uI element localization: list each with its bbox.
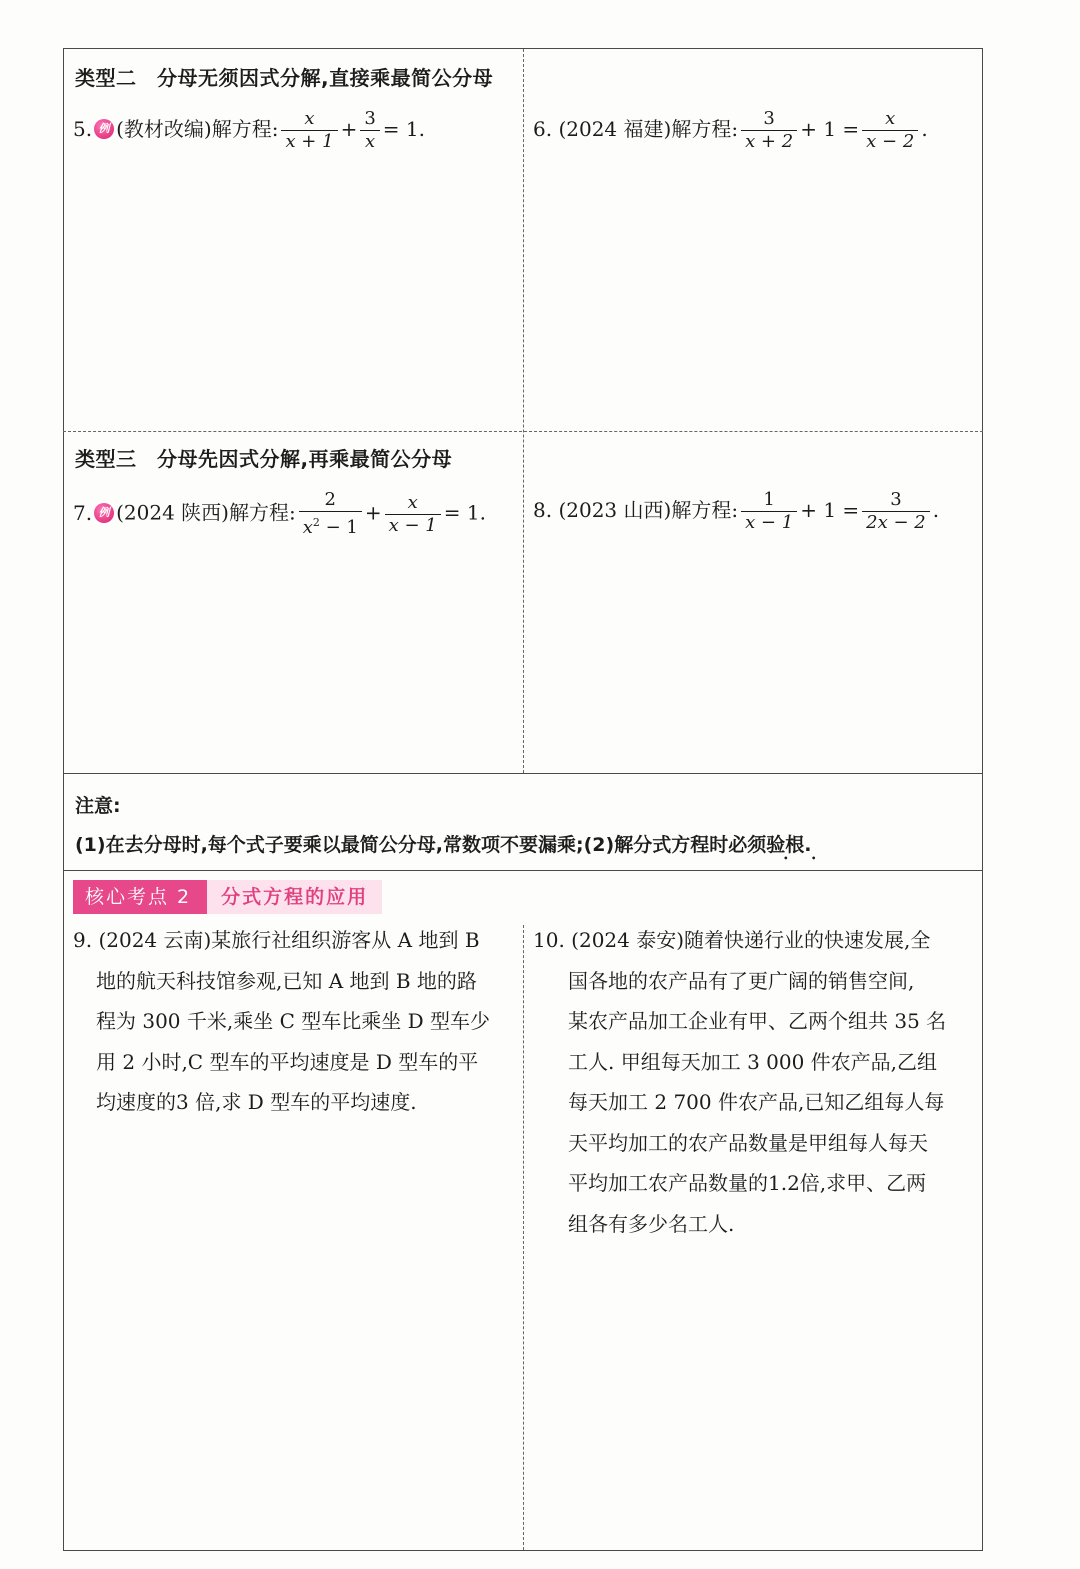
section-heading-type3: 类型三 分母先因式分解,再乘最简公分母	[75, 447, 453, 471]
numerator: x	[385, 492, 441, 515]
operator: + 1 =	[800, 117, 860, 141]
problem-line: 某农产品加工企业有甲、乙两个组共 35 名	[568, 1009, 947, 1033]
fraction	[385, 492, 441, 537]
problem-number: 8.	[533, 498, 553, 522]
problem-line: 平均加工农产品数量的1.2倍,求甲、乙两	[568, 1171, 927, 1195]
problem-line: 国各地的农产品有了更广阔的销售空间,	[568, 968, 915, 993]
note-body	[75, 830, 811, 857]
fraction	[862, 489, 930, 534]
fraction	[741, 489, 797, 534]
problem-source: (2024 陕西)解方程:	[116, 500, 296, 525]
problem-line: 每天加工 2 700 件农产品,已知乙组每人每	[568, 1090, 945, 1114]
column-divider-top	[523, 49, 524, 773]
equation-end: .	[921, 117, 928, 141]
problem-line: 天平均加工的农产品数量是甲组每人每天	[568, 1130, 928, 1155]
problem-line: 组各有多少名工人.	[568, 1211, 735, 1236]
fraction	[862, 108, 918, 153]
denominator: 2x − 2	[866, 512, 926, 533]
problem-source: (2024 福建)解方程:	[558, 117, 739, 141]
note-emphasis: 根 • •	[785, 834, 804, 856]
denominator-rest: − 1	[325, 517, 358, 538]
problem-9	[73, 920, 518, 1123]
equation-end: .	[932, 498, 940, 522]
note-end: .	[804, 834, 812, 856]
problem-10	[533, 920, 978, 1244]
fraction	[741, 108, 797, 153]
core-topic-title: 分式方程的应用	[207, 880, 382, 914]
problem-8	[533, 489, 939, 534]
example-badge-icon: 例	[94, 503, 114, 523]
fraction	[360, 108, 379, 153]
numerator: 3	[741, 108, 797, 131]
denominator: x − 1	[745, 512, 794, 533]
problem-source: (2023 山西)解方程:	[558, 498, 739, 522]
note-title: 注意:	[75, 795, 121, 817]
problem-line: 工人. 甲组每天加工 3 000 件农产品,乙组	[568, 1049, 938, 1074]
problem-line: 均速度的3 倍,求 D 型车的平均速度.	[96, 1090, 417, 1114]
problem-line: 10. (2024 泰安)随着快递行业的快速发展,全	[533, 928, 931, 952]
denominator: x − 2	[866, 131, 915, 152]
divider-core	[63, 870, 983, 871]
denominator: x	[364, 131, 376, 152]
denominator: x + 1	[285, 131, 334, 152]
problem-line: 9. (2024 云南)某旅行社组织游客从 A 地到 B	[73, 928, 480, 952]
problem-line: 程为 300 千米,乘坐 C 型车比乘坐 D 型车少	[96, 1009, 491, 1033]
numerator: 1	[741, 489, 797, 512]
note-text: (1)在去分母时,每个式子要乘以最简公分母,常数项不要漏乘;(2)解分式方程时必须验	[75, 834, 786, 856]
problem-number: 5.	[73, 117, 93, 141]
divider-note	[63, 773, 983, 774]
denominator	[299, 512, 362, 539]
problem-source: (教材改编)解方程:	[116, 117, 279, 141]
equation-rhs: = 1.	[443, 500, 486, 525]
numerator: 2	[299, 489, 362, 512]
problem-line: 地的航天科技馆参观,已知 A 地到 B 地的路	[96, 968, 477, 993]
exponent: 2	[312, 516, 320, 529]
numerator: x	[862, 108, 918, 131]
core-topic-tag	[73, 880, 382, 914]
numerator: 3	[862, 489, 930, 512]
operator: +	[340, 117, 358, 141]
operator: + 1 =	[800, 498, 860, 522]
denominator: x + 2	[745, 131, 794, 152]
problem-number: 7.	[73, 500, 93, 525]
column-divider-bottom	[523, 925, 524, 1550]
problem-5	[73, 108, 425, 153]
denominator: x − 1	[388, 514, 437, 536]
section-heading-type2: 类型二 分母无须因式分解,直接乘最简公分母	[75, 66, 494, 90]
problem-6	[533, 108, 928, 153]
numerator: x	[281, 108, 337, 131]
equation-rhs: = 1.	[382, 117, 425, 141]
problem-line: 用 2 小时,C 型车的平均速度是 D 型车的平	[96, 1049, 479, 1074]
denominator-base: x	[302, 517, 313, 538]
fraction	[299, 489, 362, 539]
problem-number: 6.	[533, 117, 553, 141]
example-badge-icon: 例	[94, 119, 114, 139]
operator: +	[364, 500, 382, 525]
problem-7	[73, 489, 486, 539]
fraction	[281, 108, 337, 153]
core-topic-label: 核心考点 2	[73, 880, 207, 914]
numerator: 3	[360, 108, 379, 131]
